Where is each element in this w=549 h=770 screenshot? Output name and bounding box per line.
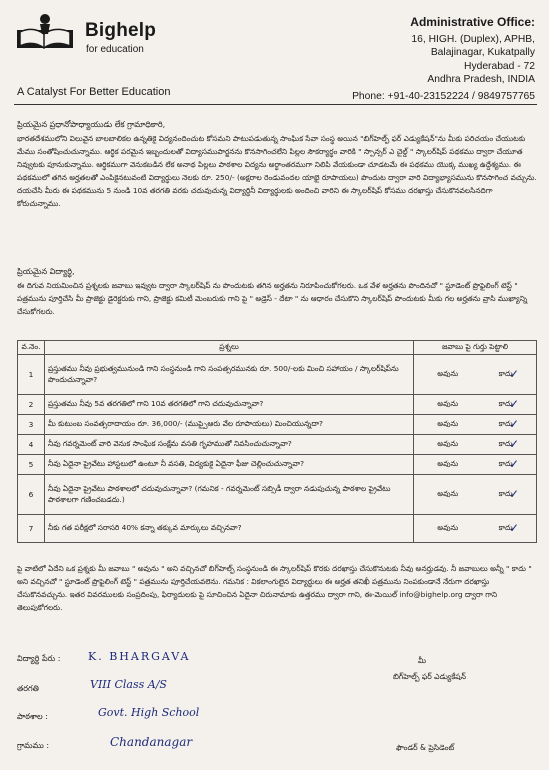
- address-line: Hyderabad - 72: [464, 60, 535, 72]
- salutation: ప్రియమైన ప్రధానోపాధ్యాయుడు లేక గ్రామాధికారి,: [17, 120, 166, 129]
- signature-title: ఫౌండర్ & ప్రెసిడెంట్: [396, 743, 455, 752]
- checkmark-icon: ✓: [508, 397, 519, 411]
- office-title: Administrative Office:: [410, 15, 535, 29]
- question-number: 5: [18, 455, 45, 475]
- checkmark-icon: ✓: [508, 437, 519, 451]
- question-text: నీవు గవర్నమెంట్ వారి వెనుక సాంఘిక సంక్షేమ వసతి గృహముతో నివసించుచున్నావా?: [45, 435, 414, 455]
- table-header-row: [18, 341, 537, 355]
- answer-yes[interactable]: అవును: [437, 459, 459, 468]
- school-value[interactable]: Govt. High School: [98, 706, 200, 719]
- office-address-block: [352, 16, 535, 104]
- brand-subtitle: for education: [86, 44, 144, 55]
- intro-paragraph: భారతదేశములోని విలువైన బాలబాలికల ఉన్నతికై విద్యనందించుట కోసమని పాటుపడుతున్న సాంఘిక సేవా సంస్థ అయిన "బిగ్‌హెల్ఫ్ ఫర్ ఎడ్యుకేషన్"ను మీకు పరిచయం చేయుటకు మేము సంతోషించుచున్నాము. ఆర్థిక పరమైన ఇబ్బందులతో విద్యాసముపార్జనను కొనసాగించలేని పిల్లల సౌకర్యార్థం వారికి " స్పాన్సర్ ఎ చైల్డ్ " స్కాలర్‌షిప్ పథకము ద్వారా చేయూత నివ్వుటకు పూనుకున్నాము. ఆర్థికముగా వెనుకబడిన లేక అనాథ పిల్లలు పాఠశాల విద్యను అర్థాంతరముగా నిలిపి వేయకుండా చూడటమే ఈ పథకము యొక్క ముఖ్య ఉద్దేశ్యము. ఈ పథకములో తగిన అర్హతలతో ఎంపికైనటువంటి విద్యార్థులు నెలకు రూ. 250/- (అక్షరాల రెండువందల యాభై రూపాయలు) పొందుట ద్వారా వారి విద్యాభ్యాసమును కొనసాగించ వచ్చును. దయచేసి మీరు ఈ పథకమును 5 నుండి 10వ తరగతి వరకు చదువుచున్న విద్యార్థినీ విద్యార్థులకు అందించి వారిని ఈ స్కాలర్‌షిప్ కోసము దరఖాస్తు చేసుకొనవలసినదిగా కోరుచున్నాము.: [17, 134, 537, 208]
- checkmark-icon: ✓: [508, 417, 519, 431]
- school-label: పాఠశాల :: [17, 712, 48, 721]
- answer-no[interactable]: కాదు: [498, 419, 513, 428]
- tagline: A Catalyst For Better Education: [17, 86, 171, 98]
- checkmark-icon: ✓: [508, 521, 519, 535]
- question-number: 7: [18, 515, 45, 543]
- village-value[interactable]: Chandanagar: [110, 735, 193, 749]
- table-row: [18, 395, 537, 415]
- class-label: తరగతి: [17, 684, 39, 693]
- question-number: 2: [18, 395, 45, 415]
- answer-no[interactable]: కాదు: [498, 489, 513, 498]
- address-line: 16, HIGH. (Duplex), APHB,: [411, 33, 535, 45]
- question-text: నీకు గత పరీక్షలో సరాసరి 40% కన్నా తక్కువ మార్కులు వచ్చినవా?: [45, 515, 414, 543]
- question-text: ప్రస్తుతము నీవు ప్రభుత్వమునుండి గాని సంస్థనుండి గాని సంపత్సరమునకు రూ. 500/-లకు మించి సహాయం / స్కాలర్‌షిప్‌ను పొందుచున్నావా?: [45, 355, 414, 395]
- phone-numbers: Phone: +91-40-23152224 / 9849757765: [352, 90, 535, 102]
- student-name-label: విద్యార్థి పేరు :: [17, 654, 61, 663]
- class-value[interactable]: VIII Class A/S: [90, 678, 167, 691]
- village-label: గ్రామము :: [17, 741, 50, 750]
- question-text: మీ కుటుంబ సంవత్సరాదాయం రూ. 36,000/- (ముప్పైఆరు వేల రూపాయలు) మించియున్నదా?: [45, 415, 414, 435]
- question-number: 1: [18, 355, 45, 395]
- footer-instructions: పై వాటిలో ఏదేని ఒక ప్రశ్నకు మీ జవాబు " అవును " అని వచ్చినచో బిగ్‌హెల్ఫ్ సంస్థనుండి ఈ స్కాలర్‌షిప్ కొరకు దరఖాస్తు చేసుకొనుటకు నీవు అనర్హుడవు. నీ జవాబులు అన్నీ " కాదు " అని వచ్చినచో " స్టూడెంట్ ప్రొఫైలింగ్ టెస్ట్ " పత్రమును పూర్తిచేయవలెను. గమనిక : వికలాంగులైన విద్యార్థులు ఈ అర్హత తనిఖీ పత్రమును నింపకుండానే నేరుగా దరఖాస్తు చేసుకొనవచ్చును. ఇతర వివరములకు సంప్రదింపు, ఫిర్యాదులకు పై సూచించిన ఏదైనా చిరునామాకు ఉత్తరము ద్వారా గాని, ఈ-మెయిల్ info@bighelp.org ద్వారా గాని తెలుపుకోగలరు.: [17, 564, 532, 612]
- student-instructions: ఈ దిగువ నియమించిన ప్రశ్నలకు జవాబు ఇవ్వుట ద్వారా స్కాలర్‌షిప్ ను పొందుటకు తగిన అర్హతను నిరూపించుకోగలరు. ఒక వేళ అర్హతను పొందినచో " స్టూడెంట్ ప్రొఫైలింగ్ టెస్ట్ " పత్రమును పూర్తిచేసి మీ ప్రాజెక్టు డైరెక్టరుకు గాని, ప్రాజెక్టు కమిటీ మెంబరుకు గాని పై " అడ్రెస్ - దేటా " ను ఆధారం చేసుకొని స్కాలర్‌షిప్ పొందుటకు మీకు గల అర్హతను వ్రాసి ముఖ్యాన్ని చేసుకోగలరు.: [17, 281, 528, 316]
- answer-yes[interactable]: అవును: [437, 523, 459, 532]
- question-text: నీవు ఏదైనా ప్రైవేటు పాఠశాలలో చదువుచున్నావా? (గమనిక - గవర్నమెంట్ సబ్సిడీ ద్వారా నడుపుచున్న పాఠశాల ప్రైవేటు పాఠశాలగా గణించబడదు.): [45, 475, 414, 515]
- address-line: Andhra Pradesh, INDIA: [427, 74, 535, 86]
- answer-yes[interactable]: అవును: [437, 489, 459, 498]
- question-number: 6: [18, 475, 45, 515]
- answer-yes[interactable]: అవును: [437, 369, 459, 378]
- checkmark-icon: ✓: [508, 367, 519, 381]
- question-number: 4: [18, 435, 45, 455]
- question-text: నీవు ఏదైనా ప్రైవేటు హాస్టలులో ఉంటూ నీ వసతి, విద్యకుకై ఏదైనా ఫీజు చెల్లించుచున్నావా?: [45, 455, 414, 475]
- answer-no[interactable]: కాదు: [498, 523, 513, 532]
- address-line: Balajinagar, Kukatpally: [430, 47, 535, 59]
- checkmark-icon: ✓: [508, 457, 519, 471]
- answer-no[interactable]: కాదు: [498, 439, 513, 448]
- col-header-answer: జవాబు పై గుర్తు పెట్టాలి: [414, 341, 537, 355]
- brand-name: Bighelp: [85, 20, 157, 41]
- student-salutation: ప్రియమైన విద్యార్థి,: [17, 267, 75, 276]
- col-header-number: వ.నెం.: [18, 341, 45, 355]
- eligibility-question-table: [17, 340, 537, 543]
- table-row: [18, 415, 537, 435]
- table-row: [18, 455, 537, 475]
- col-header-questions: ప్రశ్నలు: [45, 341, 414, 355]
- student-name-value[interactable]: K. BHARGAVA: [88, 650, 191, 663]
- table-row: [18, 435, 537, 455]
- question-number: 3: [18, 415, 45, 435]
- checkmark-icon: ✓: [508, 487, 519, 501]
- question-text: ప్రస్తుతము నీవు 5వ తరగతిలో గాని 10వ తరగతిలో గాని చదువుచున్నావా?: [45, 395, 414, 415]
- table-row: [18, 355, 537, 395]
- table-row: [18, 515, 537, 543]
- answer-yes[interactable]: అవును: [437, 419, 459, 428]
- answer-no[interactable]: కాదు: [498, 369, 513, 378]
- signature-prefix: మీ: [418, 656, 427, 665]
- signature-organization: బిగ్‌హెల్ప్ ఫర్ ఎడ్యుకేషన్: [393, 672, 466, 681]
- answer-yes[interactable]: అవును: [437, 439, 459, 448]
- answer-yes[interactable]: అవును: [437, 399, 459, 408]
- answer-no[interactable]: కాదు: [498, 459, 513, 468]
- header-divider: [14, 104, 537, 105]
- table-row: [18, 475, 537, 515]
- answer-no[interactable]: కాదు: [498, 399, 513, 408]
- bighelp-logo-icon: [16, 12, 74, 62]
